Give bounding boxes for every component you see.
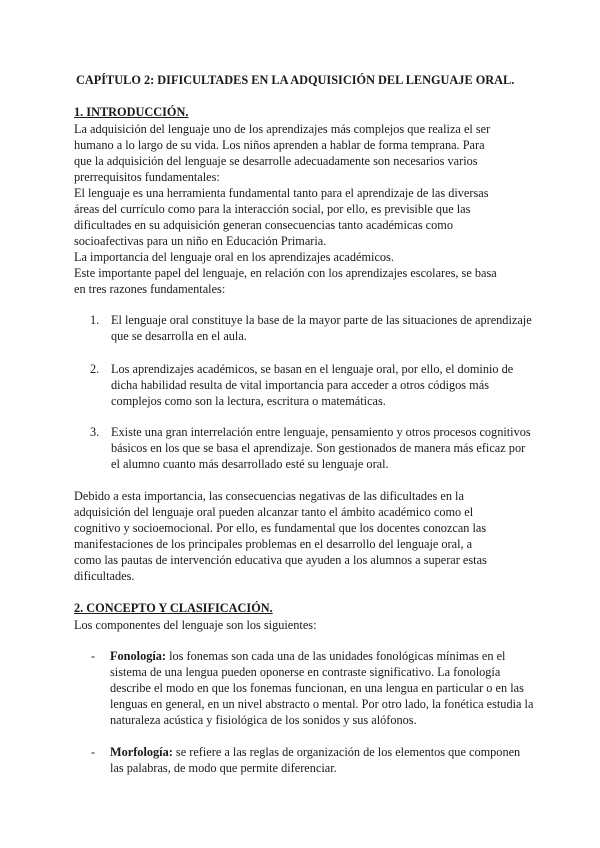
term-label: Fonología: — [110, 649, 167, 663]
intro-paragraph — [74, 121, 544, 297]
section-heading-introduccion: 1. INTRODUCCIÓN. — [74, 105, 189, 119]
text-line: prerrequisitos fundamentales: — [74, 170, 220, 184]
text-line: cognitivo y socioemocional. Por ello, es fundamental que los docentes conozcan las — [74, 521, 487, 535]
chapter-title: CAPÍTULO 2: DIFICULTADES EN LA ADQUISICIÓN DEL LENGUAJE ORAL. — [76, 73, 515, 87]
section-heading-concepto: 2. CONCEPTO Y CLASIFICACIÓN. — [74, 601, 273, 615]
text-line: sistema de una lengua pueden oponerse en contraste significativo. La fonología — [110, 665, 501, 679]
term-description: los fonemas son cada una de las unidades fonológicas mínimas en el — [166, 649, 506, 663]
item-text — [111, 312, 551, 344]
text-line: El lenguaje es una herramienta fundamental tanto para el aprendizaje de las diversas — [74, 186, 489, 200]
section2-lead — [74, 617, 544, 633]
text-line: el alumno cuanto más desarrollado esté su lenguaje oral. — [111, 457, 389, 471]
text-line: naturaleza acústica y fisiológica de los sonidos y sus alófonos. — [110, 713, 417, 727]
bullet-dash: - — [91, 649, 96, 663]
closing-paragraph — [74, 488, 544, 584]
text-line: Debido a esta importancia, las consecuencias negativas de las dificultades en la — [74, 489, 464, 503]
text-line: Este importante papel del lenguaje, en relación con los aprendizajes escolares, se basa — [74, 266, 497, 280]
item-text — [111, 361, 551, 409]
text-line: socioafectivas para un niño en Educación Primaria. — [74, 234, 327, 248]
text-line: La adquisición del lenguaje uno de los aprendizajes más complejos que realiza el ser — [74, 122, 491, 136]
item-number: 2. — [90, 362, 100, 376]
term-description: se refiere a las reglas de organización de los elementos que componen — [172, 745, 521, 759]
text-line: dificultades. — [74, 569, 135, 583]
text-line: que se desarrolla en el aula. — [111, 329, 247, 343]
text-line: Los aprendizajes académicos, se basan en el lenguaje oral, por ello, el dominio de — [111, 362, 514, 376]
item-number: 1. — [90, 313, 100, 327]
item-text — [111, 424, 551, 472]
text-line: las palabras, de modo que permite diferenciar. — [110, 761, 337, 775]
text-line: describe el modo en que los fonemas funcionan, en una lengua en particular o en las — [110, 681, 524, 695]
text-line: El lenguaje oral constituye la base de la mayor parte de las situaciones de aprendizaje — [111, 313, 532, 327]
text-line: áreas del currículo como para la interacción social, por ello, es previsible que las — [74, 202, 471, 216]
text-line: dicha habilidad resulta de vital importancia para acceder a otros códigos más — [111, 378, 489, 392]
text-line: Existe una gran interrelación entre lenguaje, pensamiento y otros procesos cognitivos — [111, 425, 531, 439]
text-line — [110, 648, 550, 664]
text-line: manifestaciones de los principales problemas en el desarrollo del lenguaje oral, a — [74, 537, 473, 551]
text-line: como las pautas de intervención educativa que ayuden a los alumnos a superar estas — [74, 553, 487, 567]
text-line: adquisición del lenguaje oral pueden alcanzar tanto el ámbito académico como el — [74, 505, 474, 519]
text-line: complejos como son la lectura, escritura o matemáticas. — [111, 394, 386, 408]
item-text — [110, 648, 550, 728]
text-line: en tres razones fundamentales: — [74, 282, 226, 296]
item-text — [110, 744, 550, 776]
text-line: Los componentes del lenguaje son los siguientes: — [74, 618, 317, 632]
text-line: que la adquisición del lenguaje se desarrolle adecuadamente son necesarios varios — [74, 154, 478, 168]
text-line: La importancia del lenguaje oral en los aprendizajes académicos. — [74, 250, 394, 264]
term-label: Morfología: — [110, 745, 173, 759]
text-line: básicos en los que se basa el aprendizaje. Son gestionados de manera más eficaz por — [111, 441, 526, 455]
text-line — [110, 744, 550, 760]
text-line: lenguas en general, en un nivel abstracto o mental. Por otro lado, la fonética estudia la — [110, 697, 534, 711]
item-number: 3. — [90, 425, 100, 439]
text-line: humano a lo largo de su vida. Los niños aprenden a hablar de forma temprana. Para — [74, 138, 485, 152]
text-line: dificultades en su adquisición generan consecuencias tanto académicas como — [74, 218, 454, 232]
bullet-dash: - — [91, 745, 96, 759]
